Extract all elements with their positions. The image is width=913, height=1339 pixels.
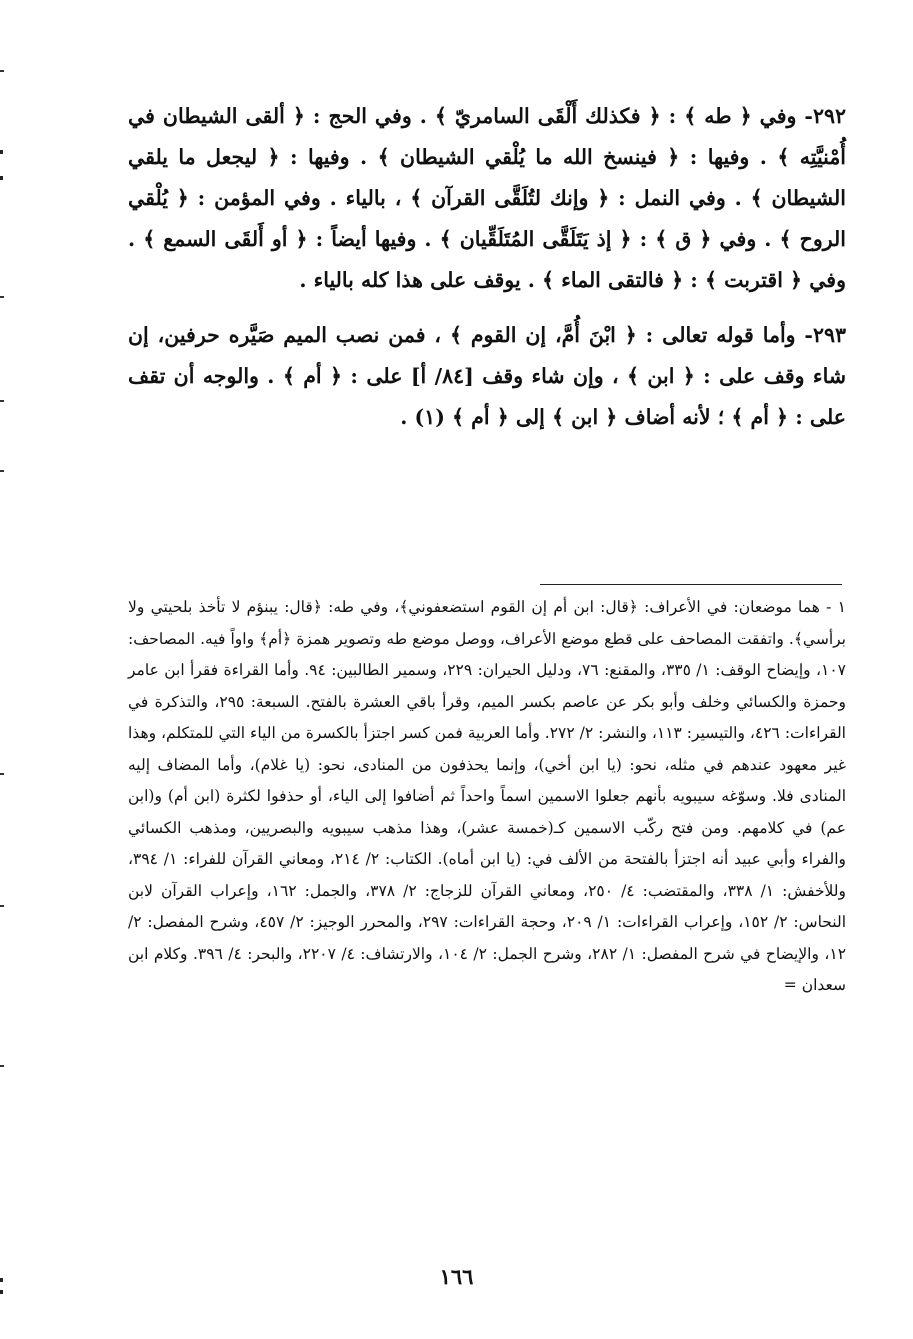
scan-edge-mark [0, 1290, 3, 1294]
scan-edge-mark [0, 70, 4, 72]
main-text [128, 96, 846, 438]
paragraph-293: ٢٩٣- وأما قوله تعالى : ﴿ ابْنَ أُمَّ، إن القوم ﴾ ، فمن نصب الميم صَيَّره حرفين، إن شاء وقف على : ﴿ ابن ﴾ ، وإن شاء وقف [٨٤/ أ] على : ﴿ أم ﴾ . والوجه أن تقف على : ﴿ أم ﴾ ؛ لأنه أضاف ﴿ ابن ﴾ إلى ﴿ أم ﴾ (١) . [128, 323, 846, 429]
footnote-separator [540, 584, 842, 585]
scan-edge-mark [0, 176, 3, 180]
scan-edge-mark [0, 905, 4, 907]
scan-edge-mark [0, 1065, 4, 1067]
scan-edge-mark [0, 150, 3, 154]
footnotes [128, 592, 846, 1002]
scan-edge-mark [0, 400, 4, 402]
page-number: ١٦٦ [439, 1264, 474, 1289]
paragraph-292: ٢٩٢- وفي ﴿ طه ﴾ : ﴿ فكذلك أَلْقَى السامريّ ﴾ . وفي الحج : ﴿ ألقى الشيطان في أُمْنيَّتِه ﴾ . وفيها : ﴿ فينسخ الله ما يُلْقي الشيطان ﴾ . وفيها : ﴿ ليجعل ما يلقي الشيطان ﴾ . وفي النمل : ﴿ وإنك لتُلَقَّى القرآن ﴾ ، بالياء . وفي المؤمن : ﴿ يُلْقي الروح ﴾ . وفي ﴿ ق ﴾ : ﴿ إذ يَتَلَقَّى المُتَلَقِّيان ﴾ . وفيها أيضاً : ﴿ أو أَلقَى السمع ﴾ . وفي ﴿ اقتربت ﴾ : ﴿ فالتقى الماء ﴾ . يوقف على هذا كله بالياء . [128, 104, 846, 292]
scan-edge-mark [0, 1278, 3, 1282]
footnote-1: ١ - هما موضعان: في الأعراف: ﴿قال: ابن أم إن القوم استضعفوني﴾، وفي طه: ﴿قال: يبنؤم لا تأخذ بلحيتي ولا برأسي﴾. واتفقت المصاحف على قطع موضع الأعراف، ووصل موضع طه وتصوير همزة ﴿أم﴾ واواً فيه. المصاحف: ١٠٧، وإيضاح الوقف: ١/ ٣٣٥، والمقنع: ٧٦، ودليل الحيران: ٢٢٩، وسمير الطالبين: ٩٤. وأما القراءة فقرأ ابن عامر وحمزة والكسائي وخلف وأبو بكر عن عاصم بكسر الميم، وقرأ باقي العشرة بالفتح. السبعة: ٢٩٥، والتذكرة في القراءات: ٤٢٦، والتيسير: ١١٣، والنشر: ٢/ ٢٧٢. وأما العربية فمن كسر اجتزأ بالكسرة من الياء التي للمتكلم، وهذا غير معهود عندهم في مثله، نحو: (يا ابن أخي)، وإنما يحذفون من المنادى، نحو: (يا غلام)، وأما المضاف إليه المنادى فلا. وسوّغه سيبويه بأنهم جعلوا الاسمين اسماً واحداً ثم أضافوا إلى الياء، أو حذفوا لكثرة (ابن أم) و(ابن عم) في كلامهم. ومن فتح ركّب الاسمين كـ(خمسة عشر)، وهذا مذهب سيبويه والبصريين، ومذهب الكسائي والفراء وأبي عبيد أنه اجتزأ بالفتحة من الألف في: (يا ابن أماه). الكتاب: ٢/ ٢١٤، ومعاني القرآن للفراء: ١/ ٣٩٤، وللأخفش: ١/ ٣٣٨، والمقتضب: ٤/ ٢٥٠، ومعاني القرآن للزجاج: ٢/ ٣٧٨، والجمل: ١٦٢، وإعراب القرآن لابن النحاس: ٢/ ١٥٢، وإعراب القراءات: ١/ ٢٠٩، وحجة القراءات: ٢٩٧، والمحرر الوجيز: ٢/ ٤٥٧، وشرح المفصل: ٢/ ١٢، والإيضاح في شرح المفصل: ١/ ٢٨٢، وشرح الجمل: ٢/ ١٠٤، والارتشاف: ٤/ ٢٢٠٧، والبحر: ٤/ ٣٩٦. وكلام ابن سعدان = [128, 598, 847, 994]
scan-edge-mark [0, 470, 4, 472]
scan-edge-mark [0, 296, 4, 298]
scan-edge-mark [0, 773, 4, 775]
